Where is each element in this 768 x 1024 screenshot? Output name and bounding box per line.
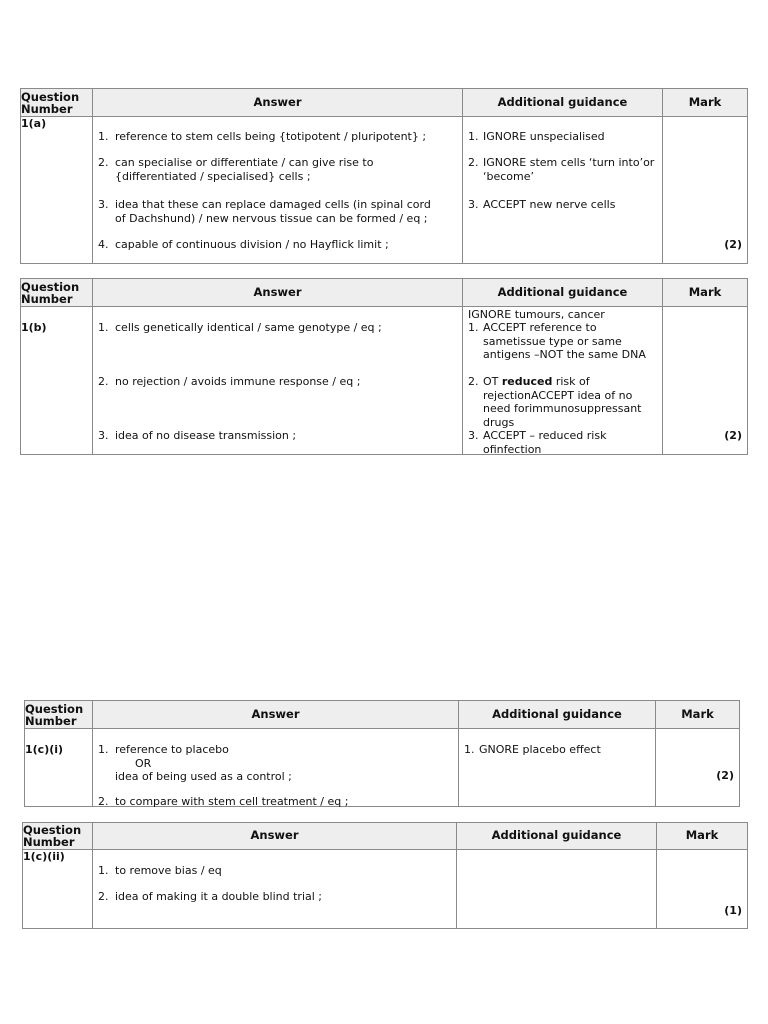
question-number [21, 307, 93, 455]
guidance-intro: IGNORE tumours, cancer [468, 308, 605, 321]
guidance-cell [463, 307, 663, 455]
answer-cell [93, 117, 463, 264]
header-additional-guidance: Additional guidance [459, 701, 656, 729]
header-mark: Mark [663, 89, 748, 117]
header-additional-guidance: Additional guidance [457, 823, 657, 850]
guidance-item: 2. IGNORE stem cells ‘turn into’or ‘become’ [468, 156, 655, 183]
answer-item: 2. no rejection / avoids immune response / eq ; [98, 375, 361, 388]
question-number [21, 117, 93, 264]
header-question-number: Question Number [21, 89, 93, 117]
header-answer: Answer [93, 279, 463, 307]
mark-cell [657, 850, 748, 929]
mark-cell [663, 307, 748, 455]
answer-cell [93, 307, 463, 455]
question-number-text: 1(a) [21, 117, 47, 130]
guidance-cell [463, 117, 663, 264]
mark-scheme-table-1a [20, 88, 748, 264]
header-mark: Mark [656, 701, 740, 729]
answer-cell [93, 729, 459, 807]
header-question-number: Question Number [23, 823, 93, 850]
guidance-item: 1. IGNORE unspecialised [468, 130, 605, 143]
mark-cell [663, 117, 748, 264]
guidance-cell [457, 850, 657, 929]
header-question-number: Question Number [25, 701, 93, 729]
guidance-cell [459, 729, 656, 807]
header-answer: Answer [93, 823, 457, 850]
guidance-item: 1. GNORE placebo effect [464, 743, 601, 756]
header-additional-guidance: Additional guidance [463, 89, 663, 117]
guidance-item: 1. ACCEPT reference to sametissue type or same antigens –NOT the same DNA [468, 321, 646, 361]
answer-item: 1. reference to placebo OR idea of being used as a control ; [98, 743, 292, 783]
answer-item: 1. reference to stem cells being {totipotent / pluripotent} ; [98, 130, 427, 143]
answer-cell [93, 850, 457, 929]
header-mark: Mark [657, 823, 748, 850]
guidance-item: 3. ACCEPT new nerve cells [468, 198, 616, 211]
mark-scheme-table-1b [20, 278, 748, 455]
header-additional-guidance: Additional guidance [463, 279, 663, 307]
question-number-text: 1(c)(i) [25, 743, 64, 756]
mark-value: (2) [724, 238, 742, 251]
mark-value: (1) [724, 904, 742, 917]
answer-item: 2. to compare with stem cell treatment / eq ; [98, 795, 349, 808]
answer-item: 1. to remove bias / eq [98, 864, 222, 877]
answer-item: 3. idea of no disease transmission ; [98, 429, 297, 442]
question-number [25, 729, 93, 807]
question-number-text: 1(b) [21, 321, 47, 334]
header-mark: Mark [663, 279, 748, 307]
mark-cell [656, 729, 740, 807]
answer-item: 2. can specialise or differentiate / can give rise to {differentiated / specialised} cells ; [98, 156, 374, 183]
answer-item: 1. cells genetically identical / same genotype / eq ; [98, 321, 382, 334]
answer-item: 4. capable of continuous division / no Hayflick limit ; [98, 238, 389, 251]
guidance-item: 3. ACCEPT – reduced risk ofinfection [468, 429, 607, 456]
answer-item: 3. idea that these can replace damaged cells (in spinal cord of Dachshund) / new nervous tissue can be formed / eq ; [98, 198, 431, 225]
header-answer: Answer [93, 701, 459, 729]
mark-value: (2) [716, 769, 734, 782]
guidance-item: 2. OT reduced risk of rejectionACCEPT idea of no need forimmunosuppressant drugs [468, 375, 642, 429]
header-question-number: Question Number [21, 279, 93, 307]
mark-scheme-table-1cii [22, 822, 748, 929]
mark-value: (2) [724, 429, 742, 442]
question-number-text: 1(c)(ii) [23, 850, 65, 863]
question-number [23, 850, 93, 929]
answer-item: 2. idea of making it a double blind trial ; [98, 890, 323, 903]
header-answer: Answer [93, 89, 463, 117]
mark-scheme-table-1ci [24, 700, 740, 807]
